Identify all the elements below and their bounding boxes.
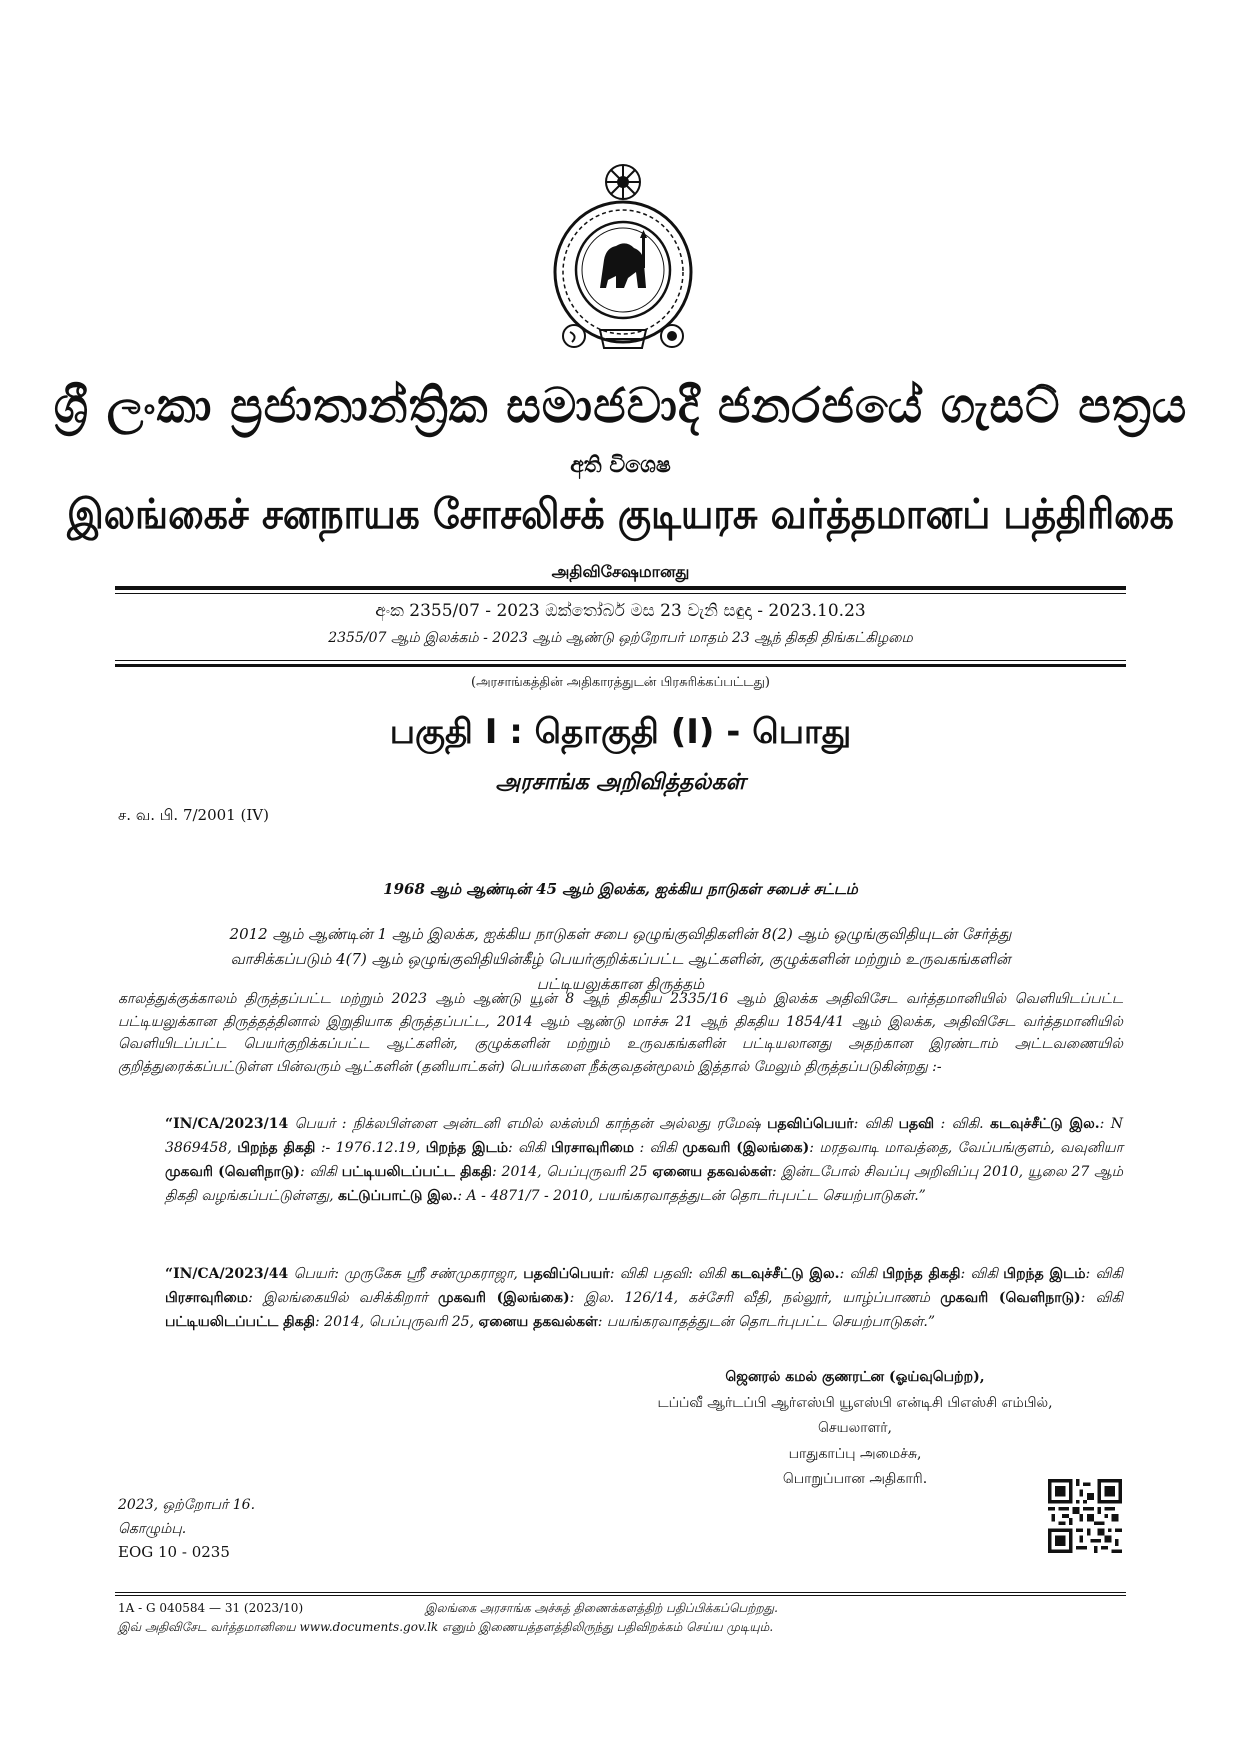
signatory-ministry: பாதுகாப்பு அமைச்சு, [788,1445,922,1462]
open-quote: “ [165,1266,174,1282]
passport-label: கடவுச்சீட்டு இல. [989,1116,1100,1132]
amendment-subtitle: 2012 ஆம் ஆண்டின் 1 ஆம் இலக்க, ஐக்கிய நாடுகள் சபை ஒழுங்குவிதிகளின் 8(2) ஆம் ஒழுங்குவிதியுடன் சேர்த்து வாசிக்கப்படும் 4(7) ஆம் ஒழுங்குவிதியின்கீழ் பெயர்குறிக்கப்பட்ட ஆட்களின், குழுக்களின் மற்றும் உருவகங்களின் பட்டியலுக்கான திருத்தம் [229,925,1012,993]
signatory-qualifications: டப்ப்வீ ஆர்டப்பி ஆர்எஸ்பி யூஎஸ்பி என்டிசி பிஎஸ்சி எம்பில், [657,1394,1053,1411]
passport-value: : N 3869458, [165,1116,1124,1156]
title-label: பதவிப்பெயர் [767,1116,854,1132]
dharma-wheel-icon [606,165,640,199]
listed-date-value: : 2014, பெப்புருவரி 25 [492,1164,653,1180]
reference-number: ச. வ. பி. 7/2001 (IV) [118,806,269,824]
address-foreign-value: : விகி [300,1164,342,1180]
signatory-name: ஜெனரல் கமல் குணரட்ன (ஓய்வுபெற்ற), [725,1369,985,1385]
eog-code: EOG 10 - 0235 [118,1543,230,1561]
issue-rule-thin [115,660,1126,661]
nationality-value: : இலங்கையில் வசிக்கிறார் [248,1290,439,1306]
open-quote: “ [165,1116,174,1132]
sinhala-gazette-title: ශ්‍රී ලංකා ප්‍රජාතාන්ත්‍රික සමාජවාදී ජනරජයේ ගැසට් පත්‍රය [53,378,1188,434]
dob-label: பிறந்த திகதி [882,1266,961,1282]
name-value: : நிக்லபிள்ளை அன்டனி எமில் லக்ஸ்மி காந்தன் அல்லது ரமேஷ் [335,1116,768,1132]
listed-date-label: பட்டியலிடப்பட்ட திகதி [165,1314,316,1330]
listed-date-label: பட்டியலிடப்பட்ட திகதி [341,1164,493,1180]
header-rule-thick [115,586,1126,590]
position-label: பதவி [898,1116,935,1132]
nationality-value: : விகி [634,1140,683,1156]
address-sl-label: முகவரி (இலங்கை) [438,1290,570,1306]
designation-entry-1 [165,1112,1123,1208]
footer-download-note: இவ் அதிவிசேட வர்த்தமானியை www.documents.gov.lk எனும் இணையத்தளத்திலிருந்து பதிவிறக்கம் செய்ய முடியும். [118,1620,774,1634]
passport-label: கடவுச்சீட்டு இல. [730,1266,840,1282]
listed-date-value: : 2014, பெப்புருவரி 25, [315,1314,479,1330]
tamil-extraordinary-label: அதிவிசேஷமானது [551,562,690,581]
pob-label: பிறந்த இடம் [1003,1266,1086,1282]
tamil-gazette-title: இலங்கைச் சனநாயக சோசலிசக் குடியரசு வர்த்தமானப் பத்திரிகை [67,490,1174,538]
other-info-label: ஏனைய தகவல்கள் [652,1164,772,1180]
other-info-value: : பயங்கரவாதத்துடன் தொடர்புபட்ட செயற்பாடுகள்.” [597,1314,936,1330]
date-place-block [118,1493,255,1541]
control-no-label: கட்டுப்பாட்டு இல. [338,1188,458,1204]
name-label: பெயர் [293,1266,335,1282]
control-no-value: : A - 4871/7 - 2010, பயங்கரவாதத்துடன் தொடர்புபட்ட செயற்பாடுகள்.” [457,1188,926,1204]
address-foreign-label: முகவரி (வெளிநாடு) [940,1290,1081,1306]
pob-value: : விகி [1085,1266,1124,1282]
nationality-label: பிரசாவுரிமை [165,1290,249,1306]
other-info-label: ஏனைய தகவல்கள் [478,1314,598,1330]
title-value: : விகி பதவி: விகி [609,1266,731,1282]
intro-paragraph: காலத்துக்குக்காலம் திருத்தப்பட்ட மற்றும் 2023 ஆம் ஆண்டு யூன் 8 ஆந் திகதிய 2335/16 ஆம் இலக்க அதிவிசேட வர்த்தமானியில் வெளியிடப்பட்ட பட்டியலுக்கான திருத்தத்தினால் இறுதியாக திருத்தப்பட்ட, 2014 ஆம் ஆண்டு மாச்சு 21 ஆந் திகதிய 1854/41 ஆம் இலக்க, அதிவிசேட வர்த்தமானியில் வெளியிடப்பட்ட பெயர்குறிக்கப்பட்ட ஆட்களின், குழுக்களின் மற்றும் உருவகங்களின் பட்டியலானது அதற்கான இரண்டாம் அட்டவணையில் குறித்துரைக்கப்பட்டுள்ள பின்வரும் ஆட்களின் (தனியாட்கள்) பெயர்களை நீக்குவதன்மூலம் இத்தால் மேலும் திருத்தப்படுகின்றது :- [118,991,1123,1075]
title-value: : விகி [853,1116,899,1132]
position-value: : விகி. [934,1116,990,1132]
name-value: : முருகேசு ஸ்ரீ சண்முகராஜா, [334,1266,524,1282]
name-label: பெயர் [294,1116,336,1132]
pob-label: பிறந்த இடம் [425,1140,508,1156]
header-rule-thin [115,593,1126,594]
other-info-value: : இன்டபோல் சிவப்பு அறிவிப்பு 2010, யூலை 27 ஆம் திகதி வழங்கப்பட்டுள்ளது, [165,1164,1123,1204]
part-heading: பகுதி I : தொகுதி (I) - பொது [389,712,852,752]
footer-rule-1 [115,1592,1126,1593]
dob-label: பிறந்த திகதி [237,1140,316,1156]
passport-value: : விகி [839,1266,883,1282]
footer-code: 1A - G 040584 — 31 (2023/10) [118,1601,304,1615]
address-sl-value: : மரதவாடி மாவத்தை, வேப்பங்குளம், வவுனியா [809,1140,1124,1156]
pob-value: : விகி [508,1140,551,1156]
issue-line-tamil: 2355/07 ஆம் இலக்கம் - 2023 ஆம் ஆண்டு ஒற்றோபர் மாதம் 23 ஆந் திகதி திங்கட்கிழமை [328,630,913,646]
national-emblem-icon [548,160,698,360]
address-foreign-label: முகவரி (வெளிநாடு) [165,1164,300,1180]
signatory-authority: பொறுப்பான அதிகாரி. [782,1471,928,1487]
dob-value: :- 1976.12.19, [315,1140,426,1156]
address-foreign-value: : விகி [1080,1290,1123,1306]
dob-value: : விகி [960,1266,1004,1282]
section-heading: அரசாங்க அறிவித்தல்கள் [495,770,746,795]
authority-note: (அரசாங்கத்தின் அதிகாரத்துடன் பிரசுரிக்கப்பட்டது) [471,675,770,690]
entry-ref: IN/CA/2023/14 [173,1116,289,1132]
designation-entry-2 [165,1262,1123,1334]
qr-code-icon [1048,1479,1122,1553]
sinhala-extraordinary-label: අති විශෙෂ [570,453,671,478]
address-sl-label: முகவரி (இலங்கை) [682,1140,810,1156]
lion-icon [600,230,647,288]
issue-rule-thick [115,664,1126,667]
footer-printed-by: இலங்கை அரசாங்க அச்சுத் திணைக்களத்திற் பதிப்பிக்கப்பெற்றது. [425,1601,778,1615]
notice-place: கொழும்பு. [118,1521,187,1537]
title-label: பதவிப்பெயர் [523,1266,610,1282]
footer-rule-2 [115,1595,1126,1596]
issue-line-sinhala: අංක 2355/07 - 2023 ඔක්තෝබර් මස 23 වැනි සඳුදා - 2023.10.23 [375,601,866,621]
act-title: 1968 ஆம் ஆண்டின் 45 ஆம் இலக்க, ஐக்கிய நாடுகள் சபைச் சட்டம் [383,880,858,898]
address-sl-value: : இல. 126/14, கச்சேரி வீதி, நல்லூர், யாழ்ப்பாணம் [569,1290,941,1306]
signature-block [590,1365,1120,1493]
signatory-role: செயலாளர், [818,1420,892,1436]
notice-date: 2023, ஒற்றோபர் 16. [118,1497,256,1513]
entry-ref: IN/CA/2023/44 [173,1266,289,1282]
nationality-label: பிரசாவுரிமை [550,1140,635,1156]
